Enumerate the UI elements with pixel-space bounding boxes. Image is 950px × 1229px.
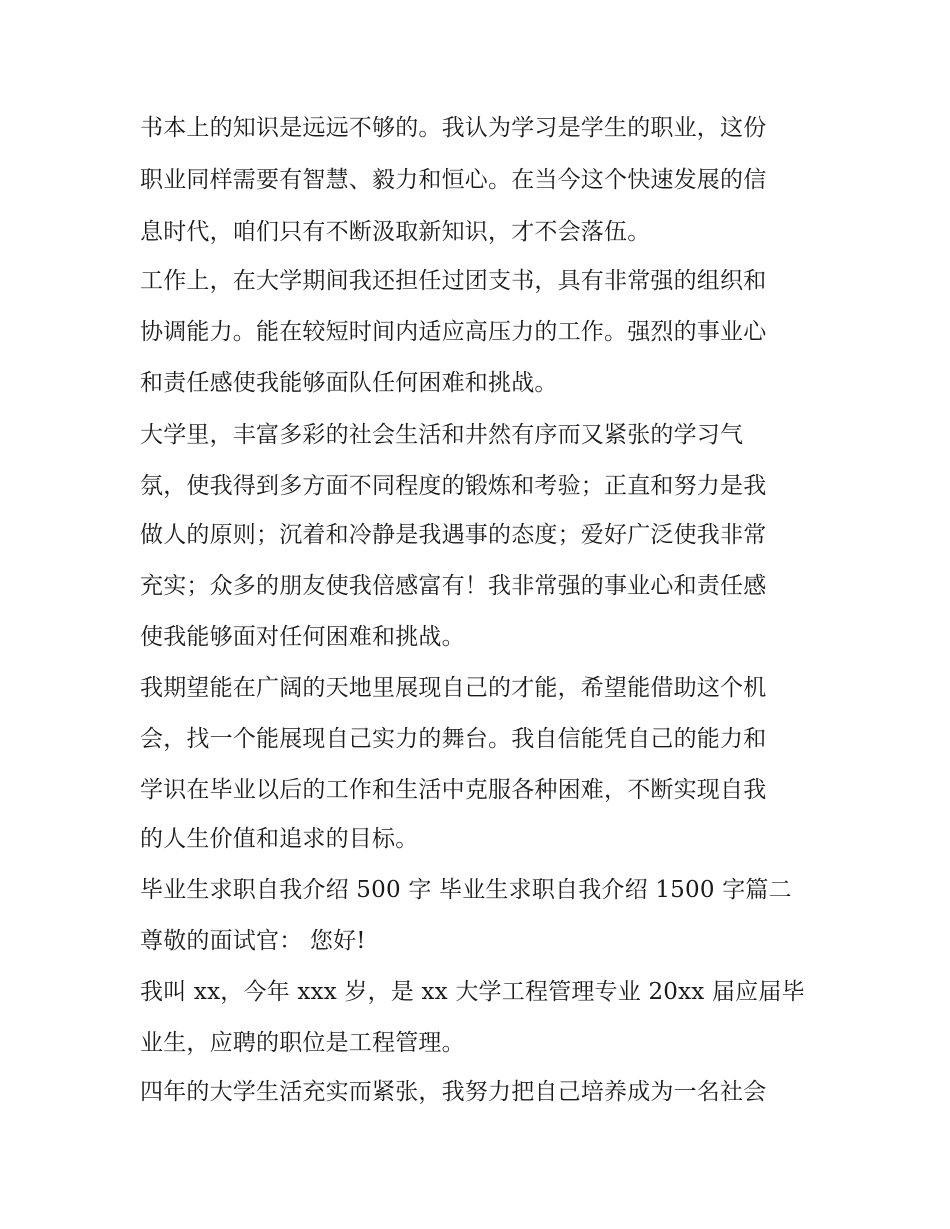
- text-line: 做人的原则；沉着和冷静是我遇事的态度；爱好广泛使我非常: [140, 522, 767, 548]
- text-line: 和责任感使我能够面队任何困难和挑战。: [140, 370, 558, 396]
- text-line: 充实；众多的朋友使我倍感富有！我非常强的事业心和责任感: [140, 573, 767, 599]
- text-line: 学识在毕业以后的工作和生活中克服各种困难，不断实现自我: [140, 777, 767, 803]
- text-line: 协调能力。能在较短时间内适应高压力的工作。强烈的事业心: [140, 319, 767, 345]
- text-line: 会，找一个能展现自己实力的舞台。我自信能凭自己的能力和: [140, 726, 767, 752]
- text-line: 息时代，咱们只有不断汲取新知识，才不会落伍。: [140, 219, 651, 245]
- text-line: 业生，应聘的职位是工程管理。: [140, 1030, 465, 1056]
- text-line: 使我能够面对任何困难和挑战。: [140, 624, 465, 650]
- text-line: 我期望能在广阔的天地里展现自己的才能，希望能借助这个机: [140, 675, 767, 701]
- text-line: 四年的大学生活充实而紧张，我努力把自己培养成为一名社会: [140, 1079, 767, 1105]
- text-line: 大学里，丰富多彩的社会生活和井然有序而又紧张的学习气: [140, 422, 744, 448]
- text-line: 职业同样需要有智慧、毅力和恒心。在当今这个快速发展的信: [140, 167, 767, 193]
- text-line: 氛，使我得到多方面不同程度的锻炼和考验；正直和努力是我: [140, 473, 767, 499]
- text-line: 尊敬的面试官： 您好!: [140, 928, 366, 954]
- text-line: 毕业生求职自我介绍 500 字 毕业生求职自我介绍 1500 字篇二: [140, 877, 792, 903]
- text-line: 我叫 xx，今年 xxx 岁，是 xx 大学工程管理专业 20xx 届应届毕: [140, 979, 805, 1005]
- text-line: 的人生价值和追求的目标。: [140, 826, 419, 852]
- text-line: 书本上的知识是远远不够的。我认为学习是学生的职业，这份: [140, 115, 767, 141]
- text-line: 工作上，在大学期间我还担任过团支书，具有非常强的组织和: [140, 268, 767, 294]
